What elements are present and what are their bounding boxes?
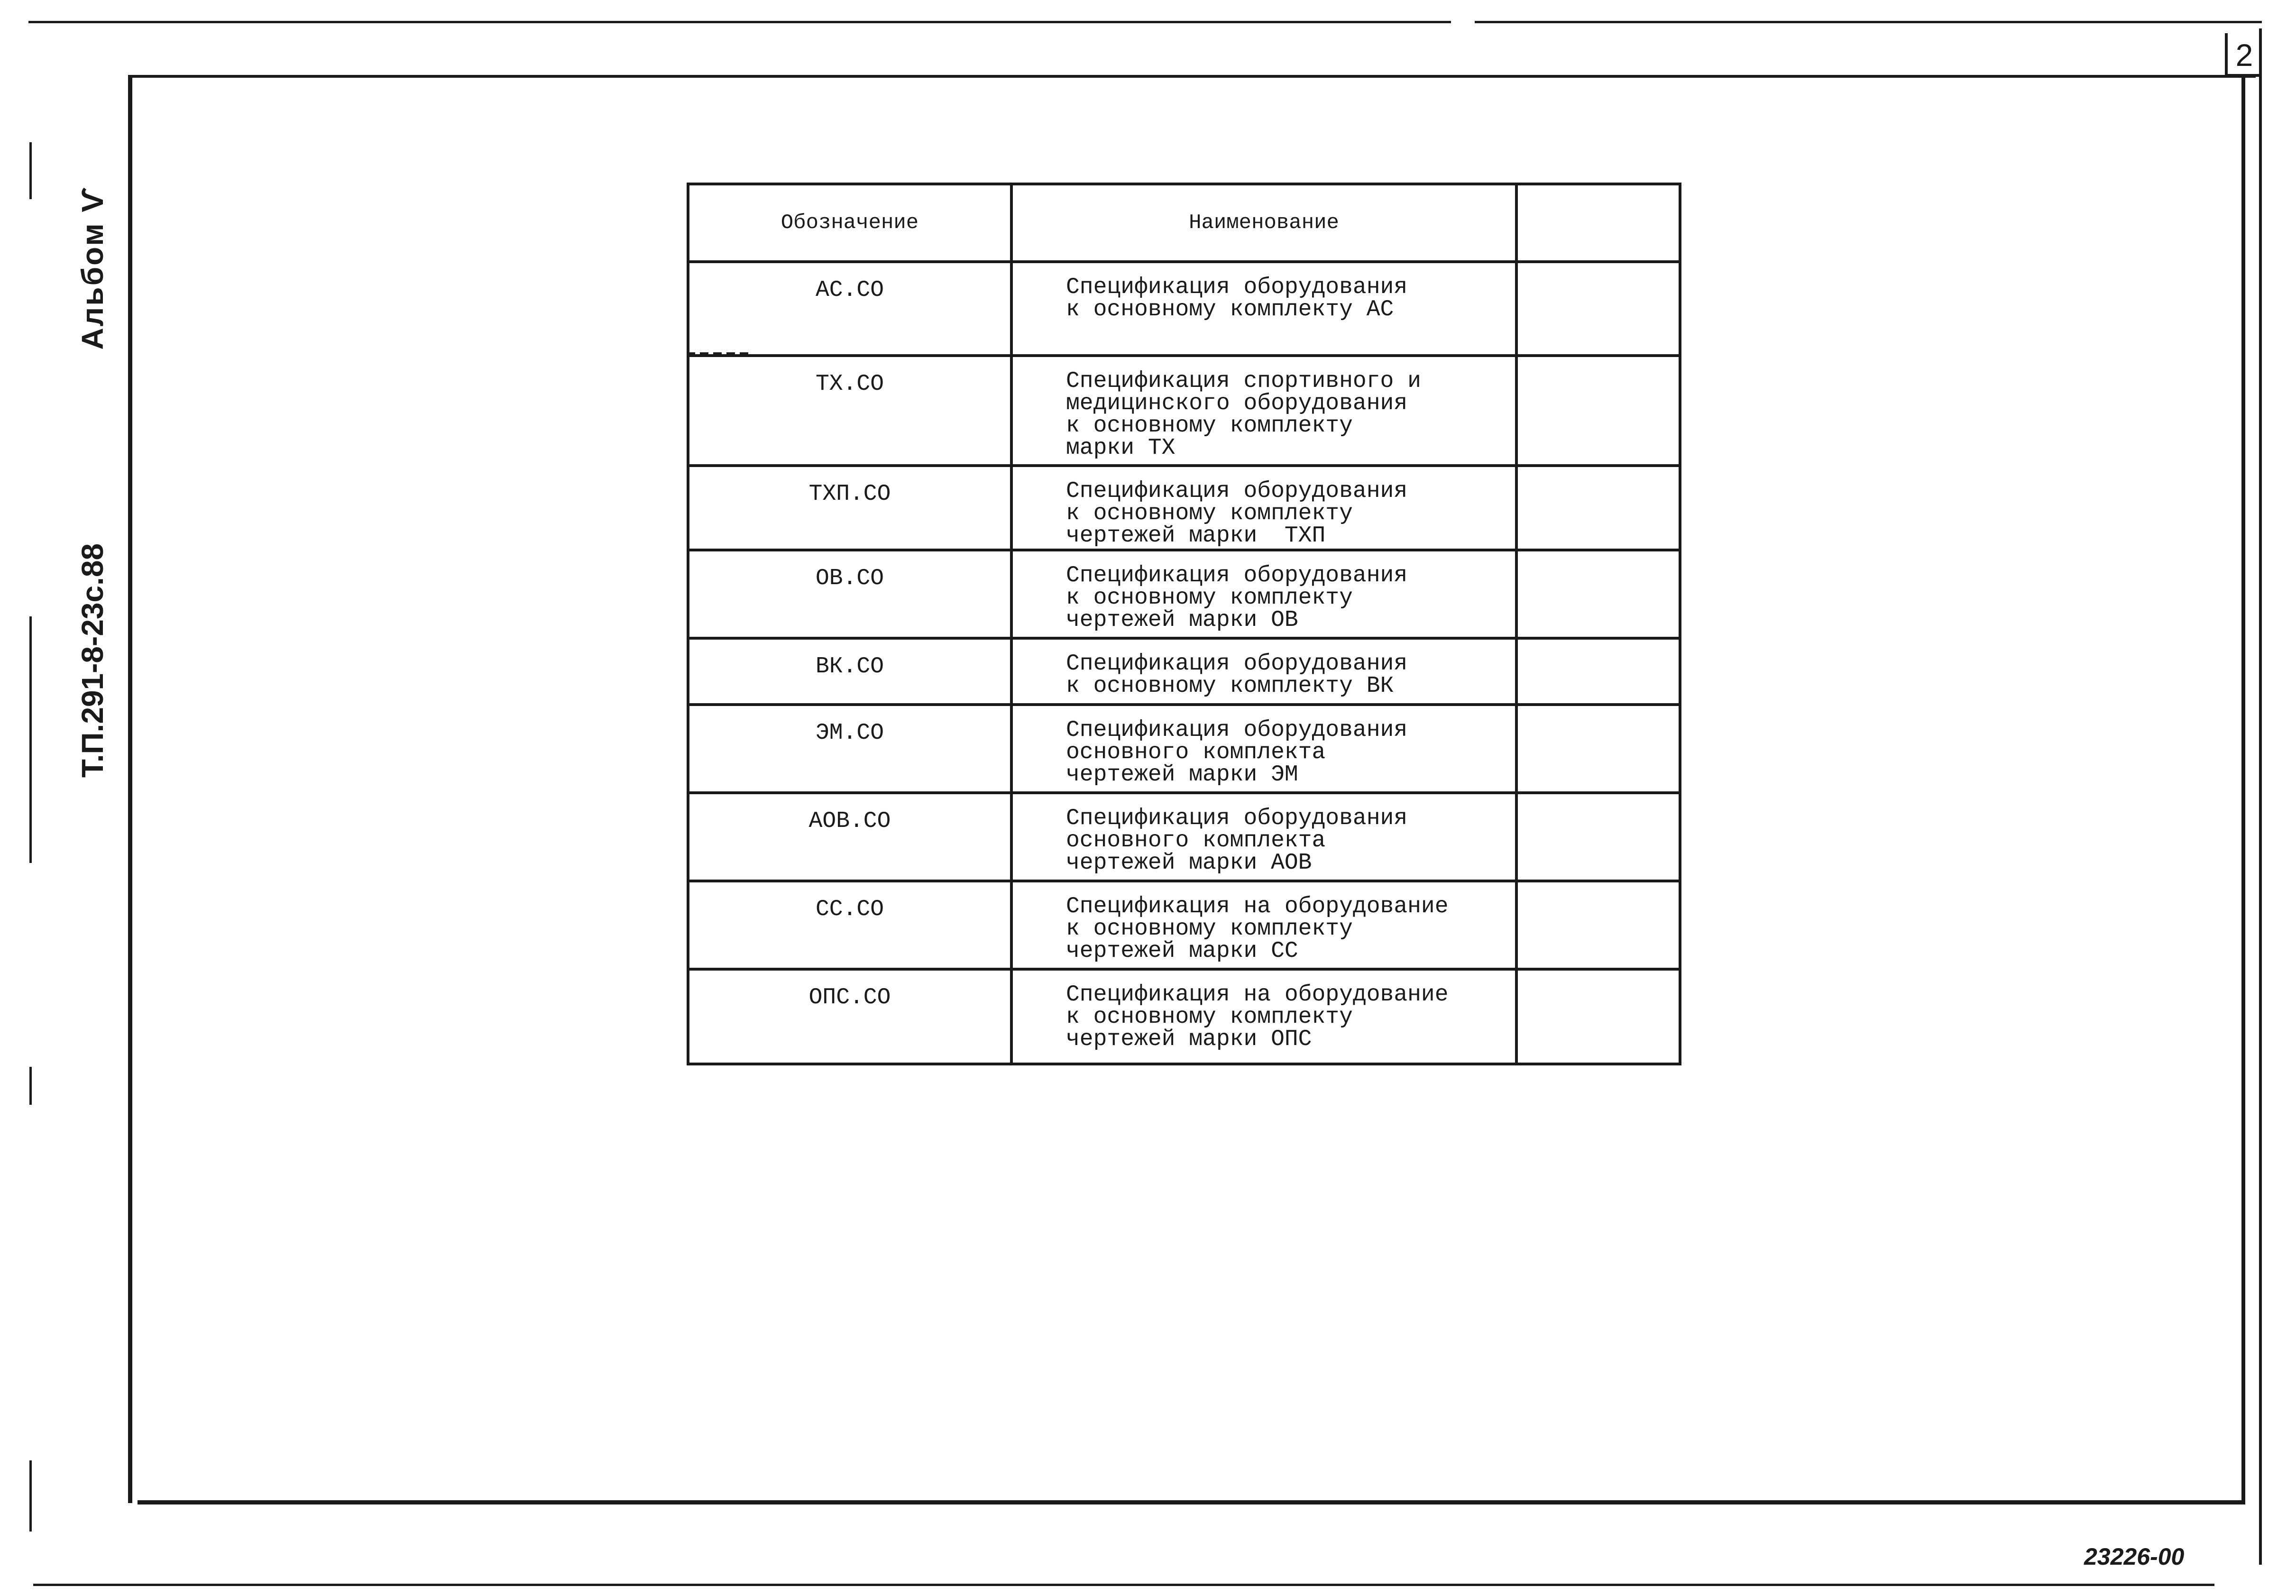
- table-row: [688, 705, 1680, 793]
- row-designation: СС.СО: [688, 881, 1011, 969]
- row-designation: АС.СО: [688, 262, 1011, 356]
- row-extra: [1516, 793, 1680, 881]
- frame-left-border: [128, 75, 132, 1503]
- row-extra: [1516, 262, 1680, 356]
- row-name-line: основного комплекта: [1066, 828, 1326, 853]
- table-row: [688, 638, 1680, 705]
- table-row: [688, 550, 1680, 638]
- row-name-line: к основному комплекту: [1066, 1004, 1353, 1030]
- row-name: [1011, 466, 1516, 550]
- header-designation: Обозначение: [688, 184, 1011, 262]
- bottom-stamp-number: 23226-00: [2084, 1543, 2185, 1570]
- row-extra: [1516, 638, 1680, 705]
- row-name: [1011, 356, 1516, 466]
- row-name: [1011, 705, 1516, 793]
- row-name-line: основного комплекта: [1066, 740, 1326, 765]
- row-name: [1011, 638, 1516, 705]
- row-name-line: к основному комплекту: [1066, 413, 1353, 439]
- side-album-label: Альбом Ѵ: [75, 186, 110, 350]
- specification-table: [687, 183, 1681, 1065]
- row-name-line: Спецификация на оборудование: [1066, 982, 1449, 1008]
- edge-dash: [29, 616, 32, 863]
- edge-dash: [29, 142, 32, 199]
- row-designation: ОВ.СО: [688, 550, 1011, 638]
- row-name-line: к основному комплекту: [1066, 501, 1353, 526]
- row-name: [1011, 881, 1516, 969]
- table-header-row: [688, 184, 1680, 262]
- row-name-line: к основному комплекту: [1066, 585, 1353, 611]
- row-name-line: чертежей марки ТХП: [1066, 523, 1326, 549]
- top-edge-line: [28, 21, 1451, 23]
- row-name: [1011, 262, 1516, 356]
- frame-bottom-border: [138, 1500, 2245, 1504]
- edge-dash: [29, 1067, 32, 1105]
- row-name-line: Спецификация оборудования: [1066, 275, 1408, 300]
- row-extra: [1516, 356, 1680, 466]
- row-designation: ТХ.СО: [688, 356, 1011, 466]
- row-name-line: Спецификация оборудования: [1066, 651, 1408, 677]
- frame-top-border: [128, 75, 2256, 78]
- row-extra: [1516, 466, 1680, 550]
- row-designation: ВК.СО: [688, 638, 1011, 705]
- sheet-number: 2: [2235, 37, 2253, 73]
- row-name: [1011, 793, 1516, 881]
- row-name-line: к основному комплекту АС: [1066, 297, 1394, 322]
- row-name-line: чертежей марки ОПС: [1066, 1027, 1312, 1052]
- row-name-line: к основному комплекту: [1066, 916, 1353, 942]
- row-name-line: чертежей марки ОВ: [1066, 607, 1298, 633]
- row-name-line: чертежей марки АОВ: [1066, 850, 1312, 876]
- row-extra: [1516, 705, 1680, 793]
- row-name-line: Спецификация оборудования: [1066, 478, 1408, 504]
- row-name-line: чертежей марки ЭМ: [1066, 762, 1298, 788]
- table-row: [688, 466, 1680, 550]
- bottom-edge-line: [33, 1584, 2214, 1586]
- row-name-line: марки ТХ: [1066, 435, 1176, 461]
- row-name-line: Спецификация спортивного и: [1066, 368, 1421, 394]
- row-name-line: чертежей марки СС: [1066, 938, 1298, 964]
- top-edge-line: [1475, 21, 2262, 23]
- row-name-line: Спецификация на оборудование: [1066, 894, 1449, 919]
- side-document-code: Т.П.291-8-23с.88: [75, 543, 110, 778]
- table-row: [688, 793, 1680, 881]
- header-name: Наименование: [1011, 184, 1516, 262]
- row-name-line: Спецификация оборудования: [1066, 563, 1408, 588]
- row-name-line: к основному комплекту ВК: [1066, 673, 1394, 699]
- table-body: [688, 262, 1680, 1064]
- row-extra: [1516, 969, 1680, 1064]
- row-name-line: медицинского оборудования: [1066, 391, 1408, 416]
- row-name: [1011, 969, 1516, 1064]
- row-name: [1011, 550, 1516, 638]
- row-extra: [1516, 550, 1680, 638]
- row-extra: [1516, 881, 1680, 969]
- row-designation: ТХП.СО: [688, 466, 1011, 550]
- row-designation: ЭМ.СО: [688, 705, 1011, 793]
- frame-right-border: [2241, 75, 2245, 1502]
- row-designation: АОВ.СО: [688, 793, 1011, 881]
- row-name-line: Спецификация оборудования: [1066, 806, 1408, 831]
- row-designation: ОПС.СО: [688, 969, 1011, 1064]
- table-row: [688, 356, 1680, 466]
- row-name-line: Спецификация оборудования: [1066, 717, 1408, 743]
- table-row: [688, 262, 1680, 356]
- outer-right-edge: [2259, 28, 2262, 1565]
- edge-dash: [29, 1460, 32, 1532]
- header-extra: [1516, 184, 1680, 262]
- table-row: [688, 969, 1680, 1064]
- table-row: [688, 881, 1680, 969]
